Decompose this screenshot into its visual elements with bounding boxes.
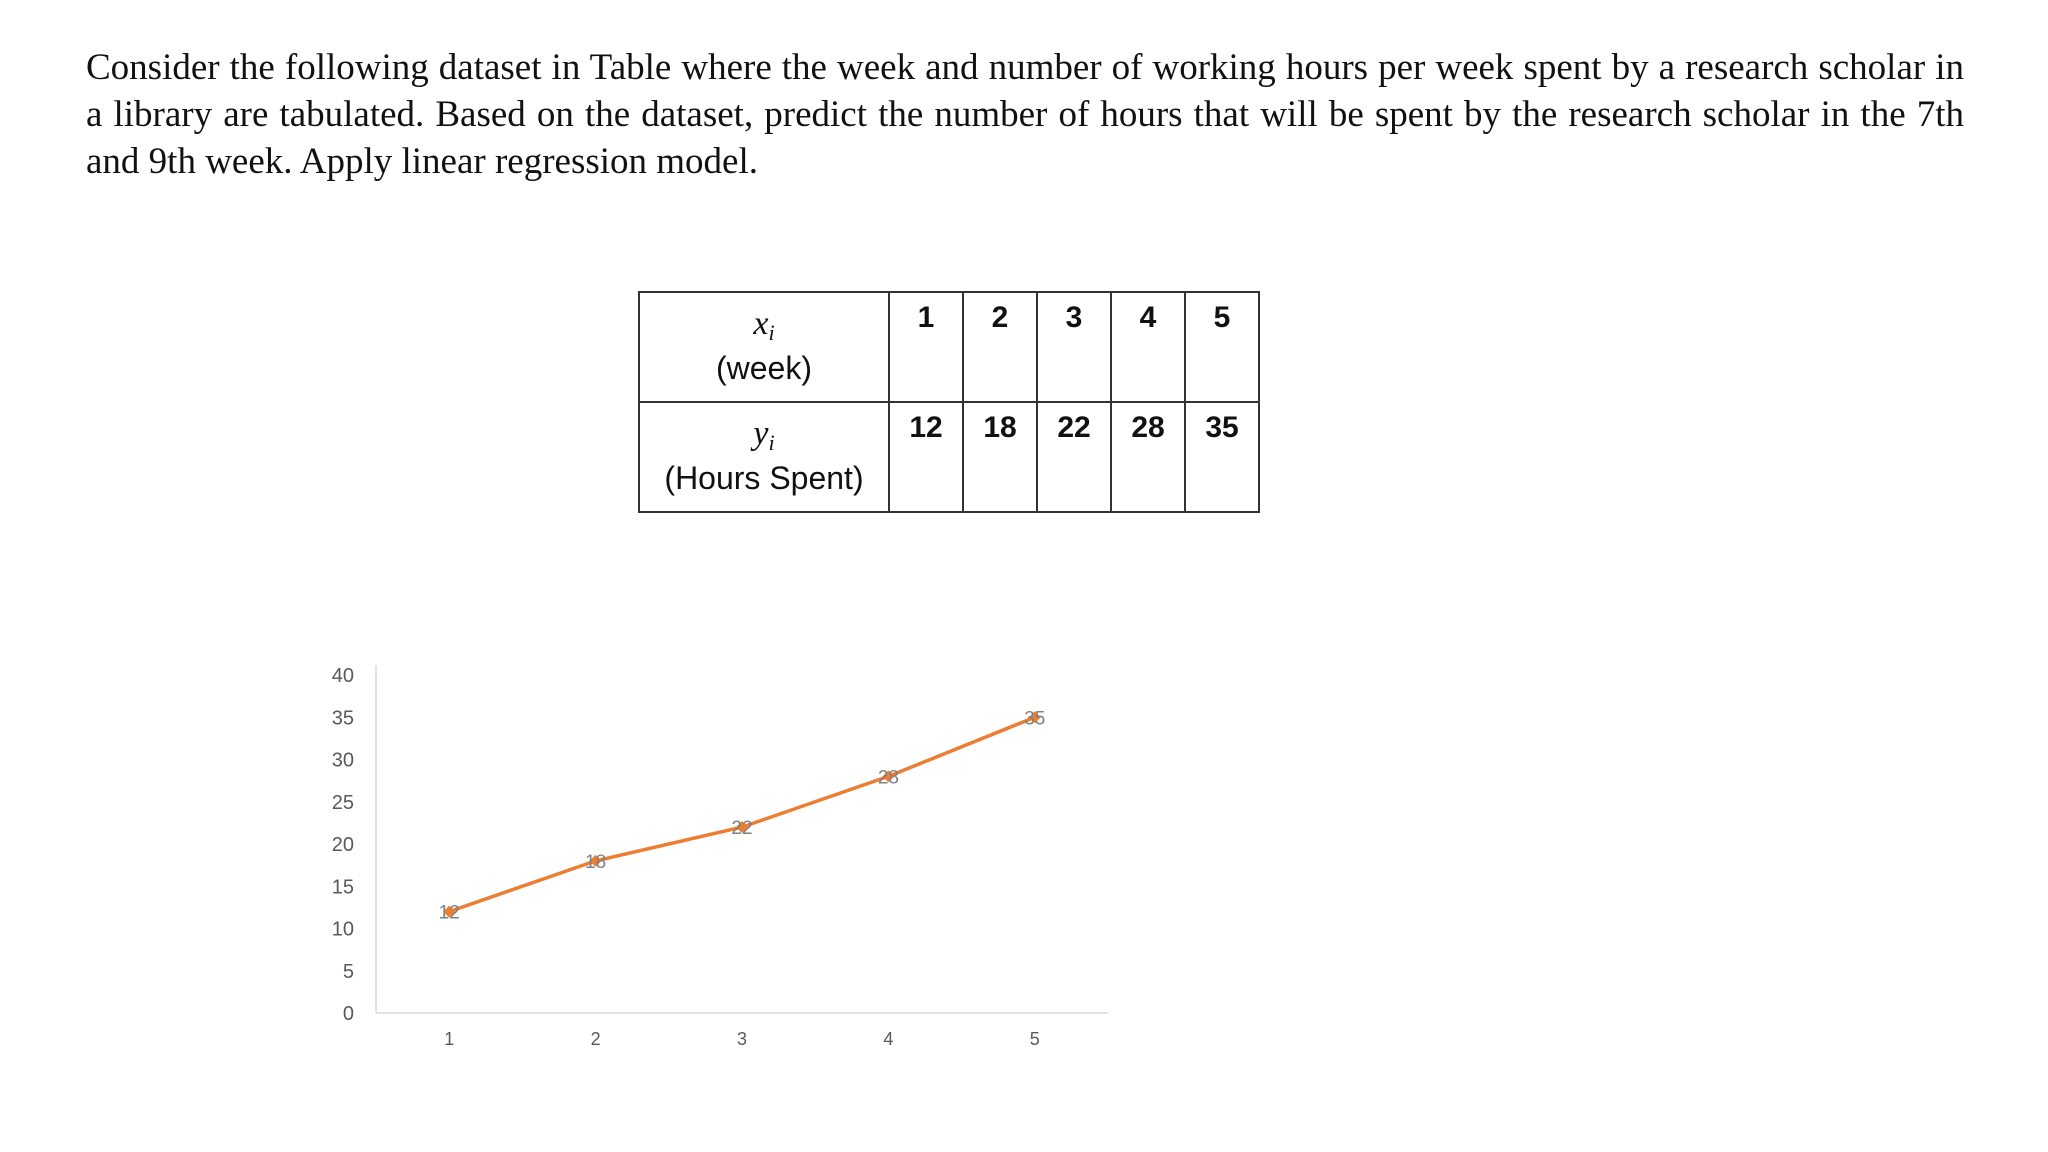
week-label: (week) — [715, 350, 812, 386]
x-tick-label: 2 — [590, 1029, 601, 1049]
y-variable-symbol: $y_i$ — [753, 415, 775, 455]
line-chart — [300, 640, 1120, 1080]
y-tick-label: 35 — [331, 707, 354, 730]
x-tick-label: 1 — [444, 1029, 455, 1049]
week-value: 3 — [1037, 292, 1111, 402]
hours-value: 35 — [1185, 402, 1259, 512]
y-tick-label: 20 — [331, 834, 354, 856]
table-row-hours — [639, 402, 1259, 512]
dataset-table — [638, 291, 1260, 513]
hours-value: 18 — [963, 402, 1037, 512]
hours-spent-label: (Hours Spent) — [664, 460, 864, 496]
week-value: 1 — [889, 292, 963, 402]
week-value: 4 — [1111, 292, 1185, 402]
hours-value: 12 — [889, 402, 963, 512]
hours-header-cell — [639, 402, 889, 512]
data-label: 28 — [877, 767, 899, 789]
y-tick-label: 10 — [331, 918, 354, 941]
data-label: 35 — [1024, 708, 1046, 730]
series-line — [449, 717, 1035, 911]
hours-value: 28 — [1111, 402, 1185, 512]
week-value: 2 — [963, 292, 1037, 402]
week-header-cell — [639, 292, 889, 402]
data-label: 22 — [731, 818, 753, 840]
week-value: 5 — [1185, 292, 1259, 402]
y-tick-label: 30 — [331, 749, 354, 772]
x-tick-label: 5 — [1029, 1029, 1040, 1049]
table-row-week — [639, 292, 1259, 402]
y-tick-label: 15 — [331, 876, 354, 899]
y-tick-label: 25 — [331, 791, 354, 814]
y-tick-label: 0 — [342, 1003, 354, 1025]
hours-value: 22 — [1037, 402, 1111, 512]
x-variable-symbol: $x_i$ — [753, 305, 775, 345]
problem-statement: Consider the following dataset in Table where the week and number of working hours per week spent by a research scholar in a library are tabulated. Based on the dataset, predict the number of hours that will be spent by the research scholar in the 7th and 9th week. Apply linear regression model. — [86, 47, 1964, 182]
y-tick-label: 40 — [331, 665, 354, 687]
data-label: 18 — [585, 851, 607, 873]
x-tick-label: 4 — [883, 1029, 894, 1049]
x-tick-label: 3 — [736, 1029, 748, 1049]
data-label: 12 — [438, 902, 460, 924]
y-tick-label: 5 — [342, 960, 354, 983]
